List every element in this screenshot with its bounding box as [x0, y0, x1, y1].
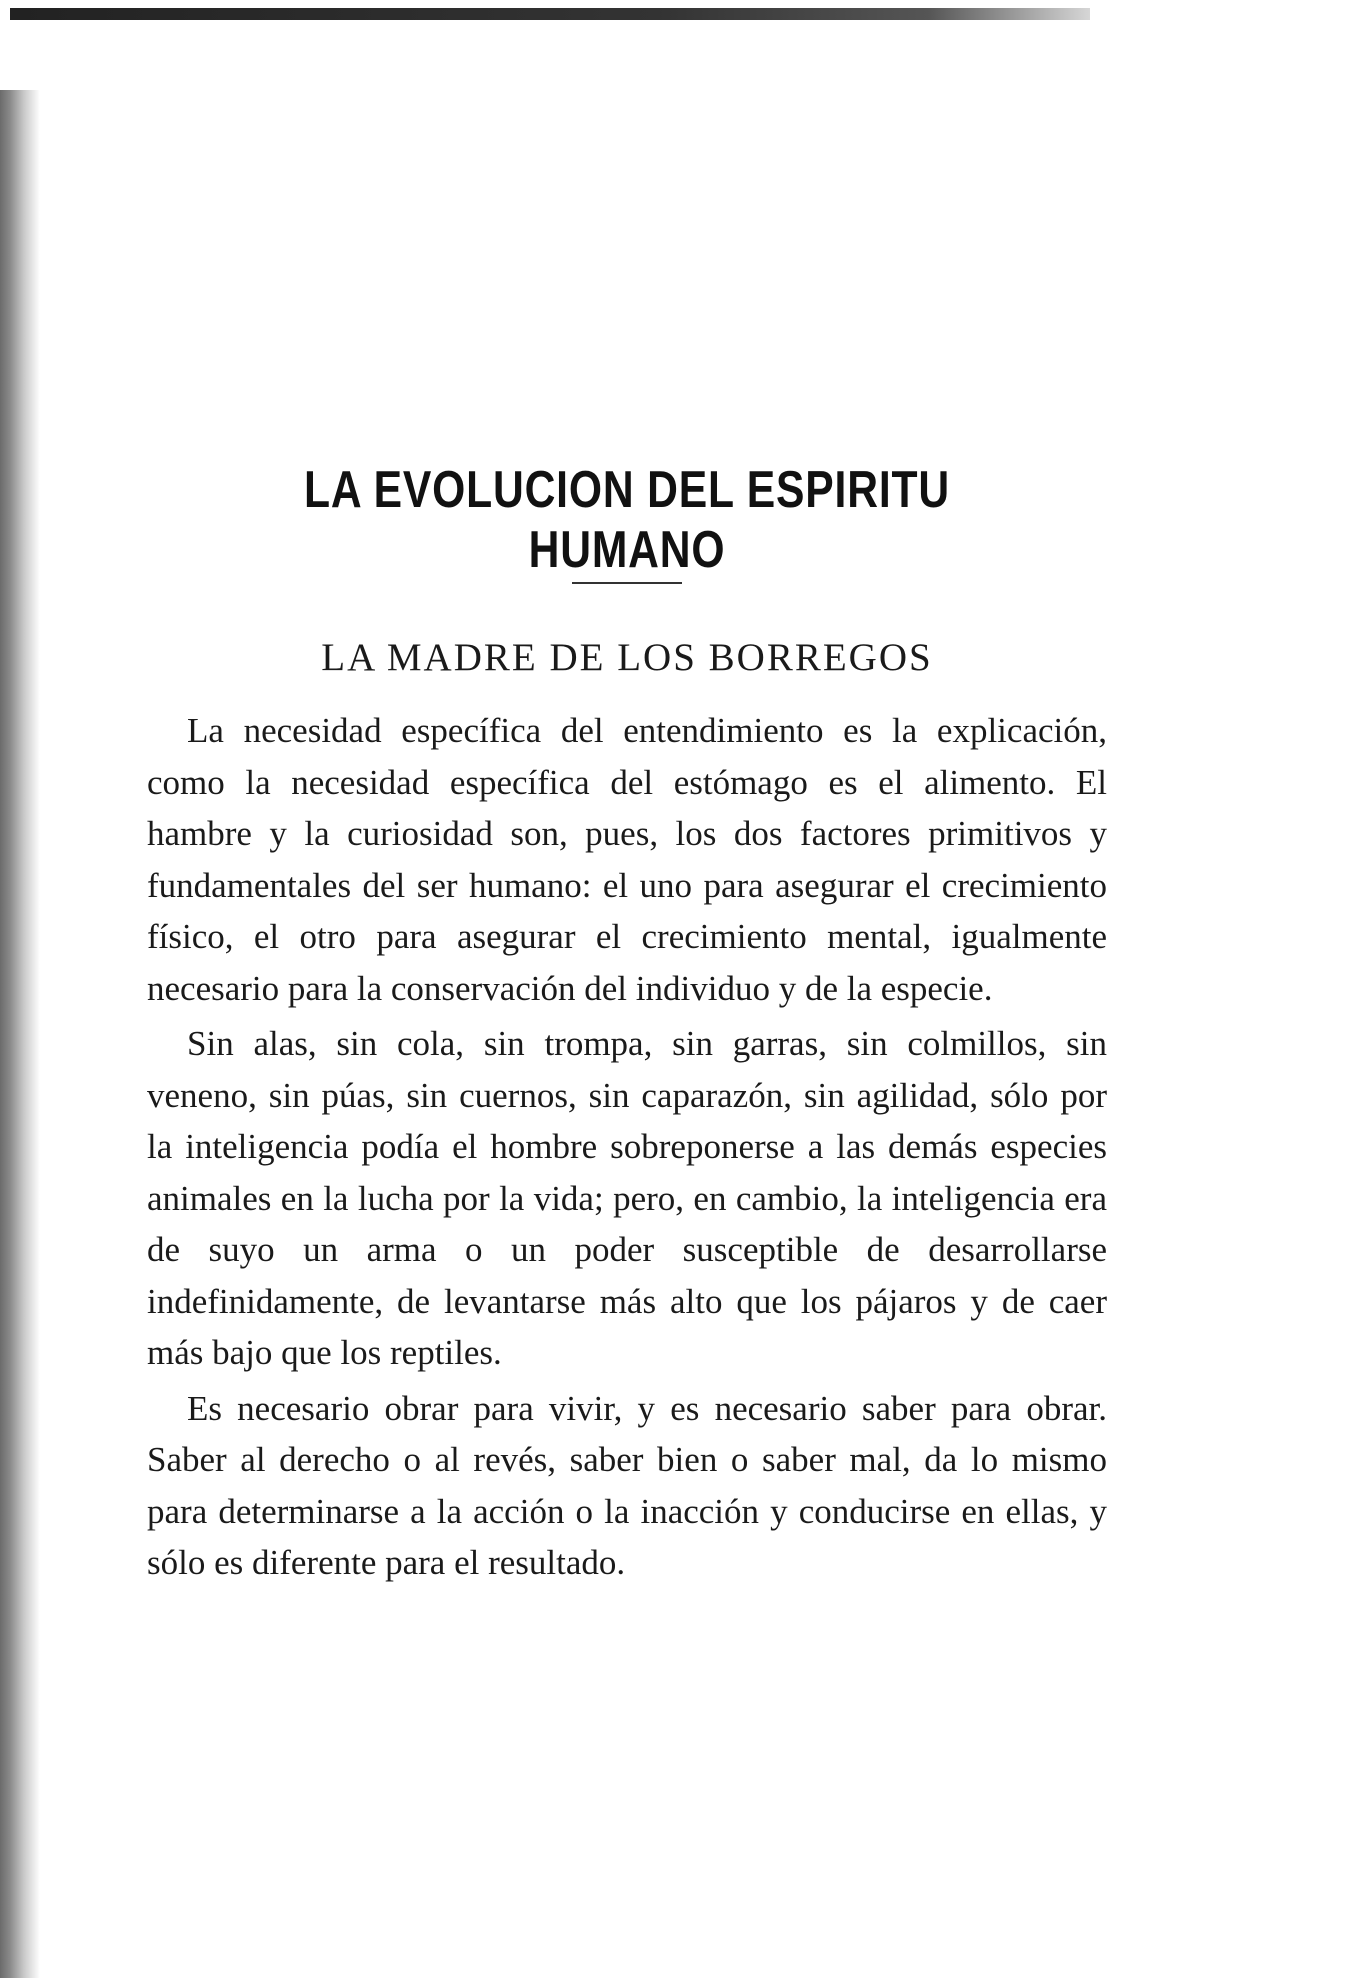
- body-text: [147, 705, 1107, 1589]
- title-divider: [572, 582, 682, 584]
- paragraph-3: Es necesario obrar para vivir, y es necesario saber para obrar. Saber al derecho o al revés, saber bien o saber mal, da lo mismo para determinarse a la acción o la inacción y conducirse en ellas, y sólo es diferente para el resultado.: [147, 1388, 1107, 1582]
- paragraph-2: Sin alas, sin cola, sin trompa, sin garras, sin colmillos, sin veneno, sin púas, sin cuernos, sin caparazón, sin agilidad, sólo por la inteligencia podía el hombre sobreponerse a las demás especies animales en la lucha por la vida; pero, en cambio, la inteligencia era de suyo un arma o un poder susceptible de desarrollarse indefinidamente, de levantarse más alto que los pájaros y de caer más bajo que los reptiles.: [147, 1024, 1107, 1372]
- book-title: LA EVOLUCION DEL ESPIRITU HUMANO: [304, 461, 950, 579]
- book-spine-shadow: [0, 90, 40, 1978]
- chapter-title: LA MADRE DE LOS BORREGOS: [321, 636, 933, 679]
- paragraph-1: La necesidad específica del entendimiento es la explicación, como la necesidad específica del estómago es el alimento. El hambre y la curiosidad son, pues, los dos factores primitivos y fundamentales del ser humano: el uno para asegurar el crecimiento físico, el otro para asegurar el crecimiento mental, igualmente necesario para la conservación del individuo y de la especie.: [147, 711, 1107, 1008]
- book-page: [147, 0, 1107, 1978]
